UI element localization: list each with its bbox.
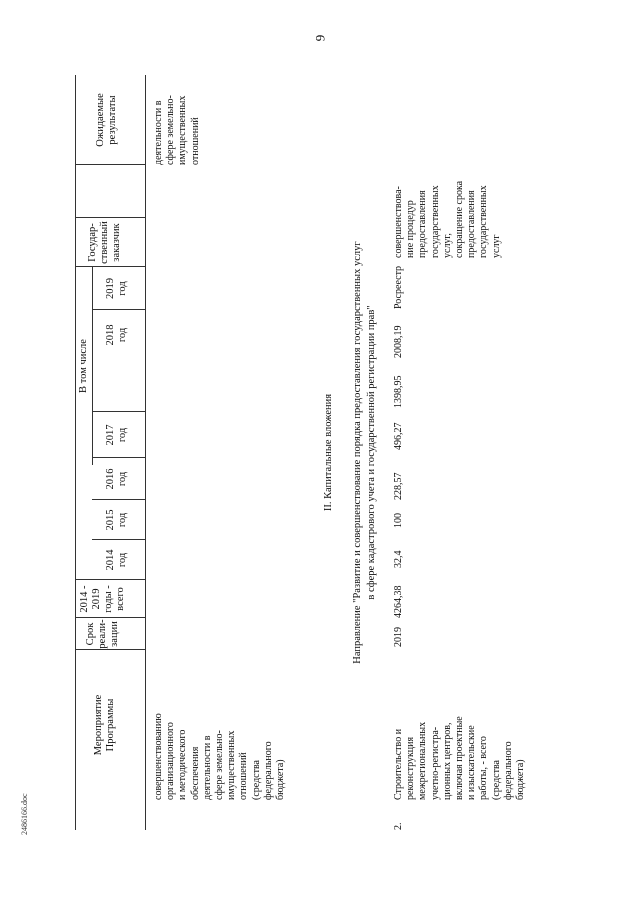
header-2019: 2019 год xyxy=(105,278,128,299)
header-measure: Мероприятие Программы xyxy=(93,694,116,756)
row2-num: 2. xyxy=(393,822,404,830)
header-customer: Государ- ственный заказчик xyxy=(87,221,122,264)
direction-line-2: в сфере кадастрового учета и государственной регистрации прав" xyxy=(366,305,377,600)
row2-customer: Росреестр xyxy=(393,265,404,309)
row2-2016: 228,57 xyxy=(393,472,404,500)
direction-line-1: Направление "Развитие и совершенствование порядка предоставления государственных услуг xyxy=(352,241,363,664)
doc-footer: 2486166.doc xyxy=(20,793,29,835)
row2-2014: 32,4 xyxy=(393,550,404,568)
section-title: II. Капитальные вложения xyxy=(323,393,334,512)
row2-2017: 496,27 xyxy=(393,422,404,450)
header-2017: 2017 год xyxy=(105,424,128,446)
header-incl: В том числе xyxy=(78,339,89,393)
row2-term: 2019 xyxy=(393,627,404,647)
header-2014: 2014 год xyxy=(105,549,128,571)
header-total: 2014 - 2019 годы - всего xyxy=(79,585,126,613)
row2-2019: 2008,19 xyxy=(393,325,404,358)
continued-measure: совершенствованию организационного и методического обеспечения деятельности в сфере земельно- имущественных отношений (средства федерального бюджета) xyxy=(153,713,287,800)
row2-total: 4264,38 xyxy=(393,585,404,618)
header-2016: 2016 год xyxy=(105,468,128,490)
rotated-table-page xyxy=(75,75,595,830)
row2-results: совершенствова- ние процедур предоставления государственных услуг, сокращение срока предоставления государственных услуг xyxy=(393,180,502,258)
incl-rule xyxy=(92,267,93,465)
table-top-rule xyxy=(75,75,76,830)
header-term: Срок реали- зации xyxy=(85,619,120,649)
row2-2018: 1398,95 xyxy=(393,375,404,408)
continued-results: деятельности в сфере земельно- имущественных отношений xyxy=(153,95,201,165)
row2-measure: Строительство и реконструкция межрегиональных учетно-регистра- ционных центров, включая проектные и изыскательские работы, - всего (средства федерального бюджета) xyxy=(393,716,527,800)
header-2015: 2015 год xyxy=(105,509,128,531)
row2-2015: 100 xyxy=(393,513,404,528)
header-bottom-rule xyxy=(145,75,146,830)
page-number: 9 xyxy=(312,34,327,42)
header-2018: 2018 год xyxy=(105,324,128,346)
header-results: Ожидаемые результаты xyxy=(95,93,118,147)
